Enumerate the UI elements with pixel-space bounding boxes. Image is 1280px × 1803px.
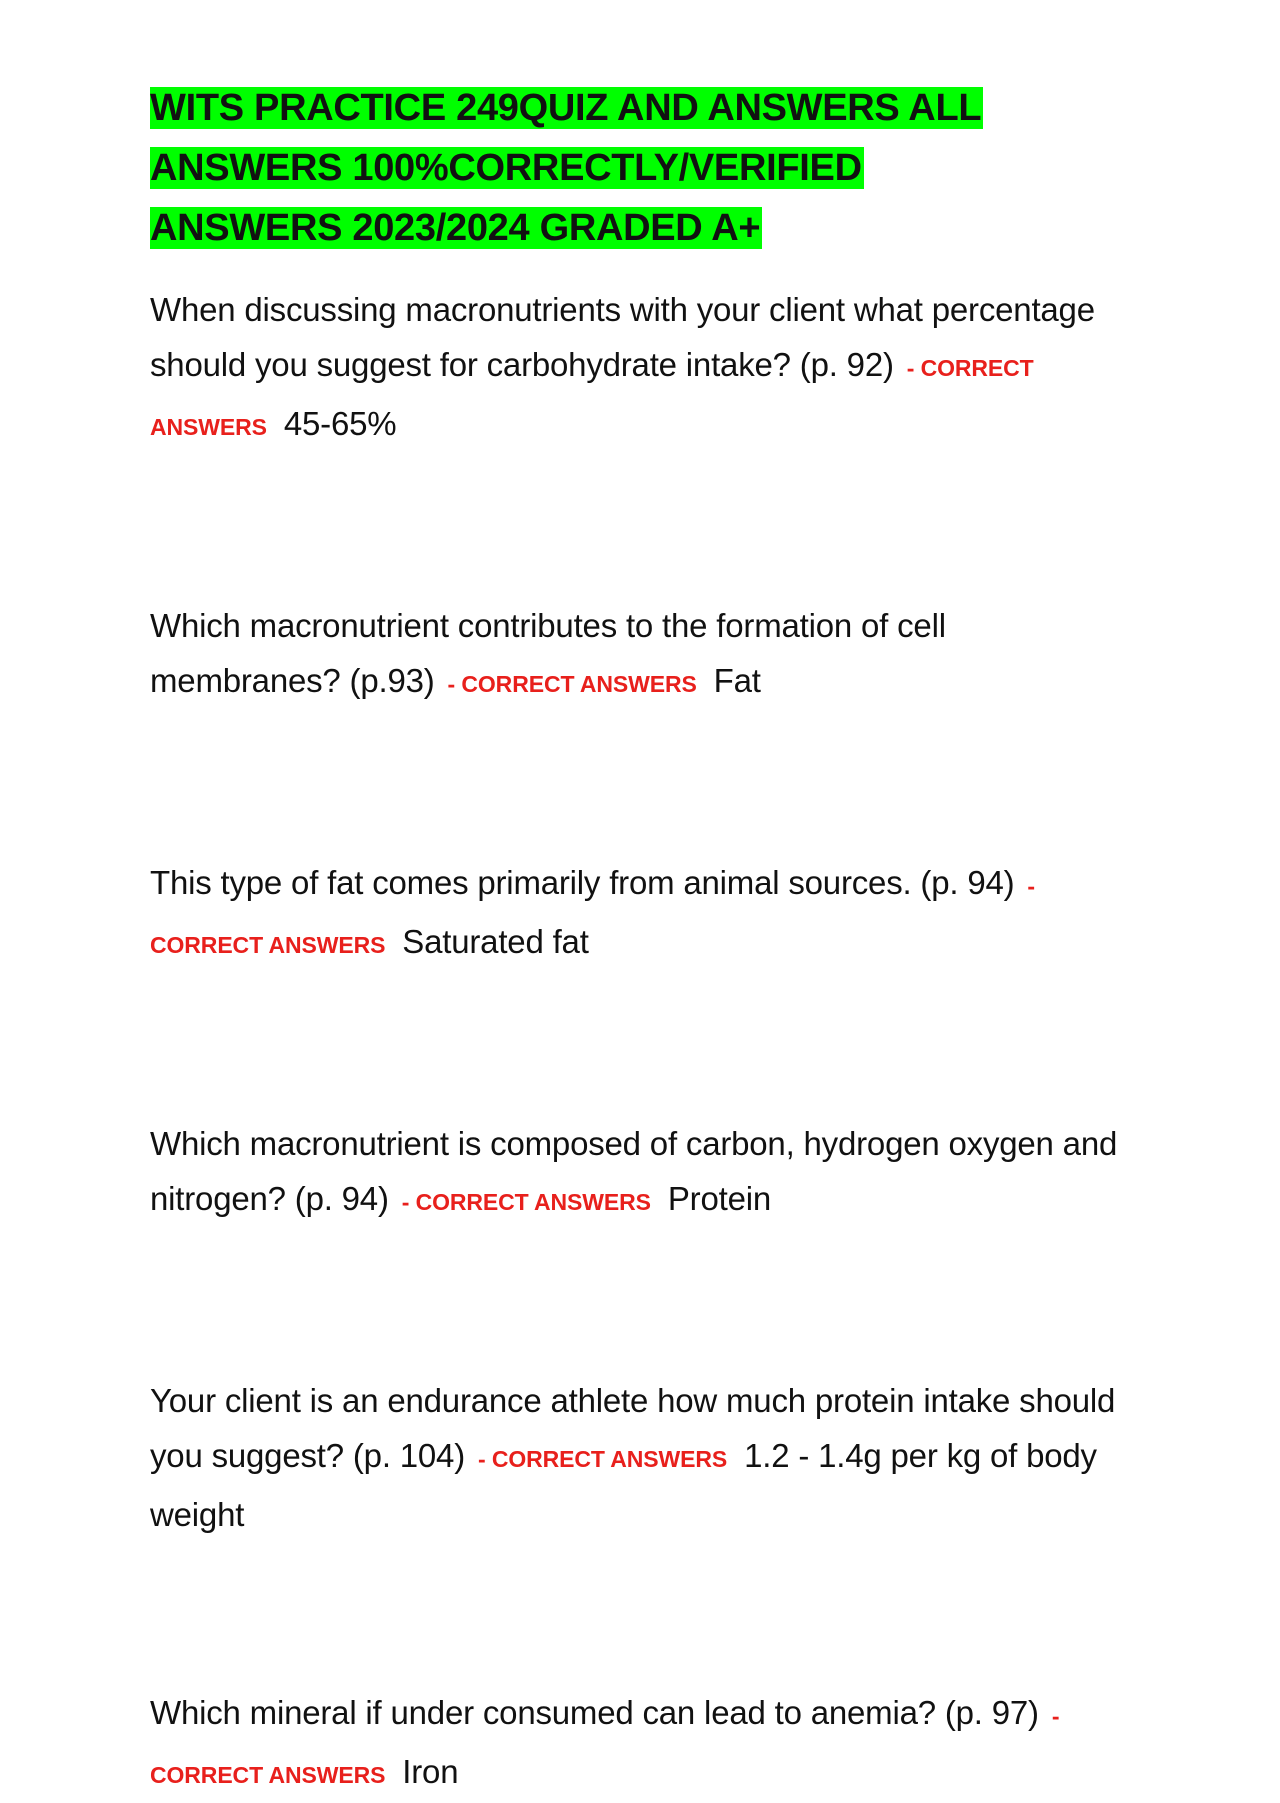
question-text: Your client is an endurance athlete how much protein intake should you suggest? (p. 104) [150, 1382, 1116, 1474]
qa-item [150, 855, 1140, 973]
question-text: Which mineral if under consumed can lead to anemia? (p. 97) [150, 1694, 1039, 1731]
correct-answers-label: - CORRECT ANSWERS [401, 1189, 651, 1215]
answer-text: 1.2 - 1.4g per kg of body weight [150, 1437, 1097, 1533]
correct-answers-label: - CORRECT ANSWERS [150, 1703, 1060, 1788]
qa-item [150, 282, 1140, 455]
correct-answers-label: - CORRECT ANSWERS [477, 1446, 728, 1472]
correct-answers-label: - CORRECT ANSWERS [150, 355, 1034, 440]
qa-item [150, 1373, 1140, 1542]
qa-item [150, 1685, 1140, 1803]
answer-text: Saturated fat [402, 923, 589, 960]
document-page [150, 78, 1140, 1803]
question-text: When discussing macronutrients with your client what percentage should you suggest for carbohydrate intake? (p. 92) [150, 291, 1095, 383]
title-line: ANSWERS 100%CORRECTLY/VERIFIED [150, 147, 862, 189]
answer-text: 45-65% [283, 405, 397, 442]
correct-answers-label: - CORRECT ANSWERS [150, 873, 1035, 958]
qa-item [150, 598, 1140, 712]
title-line: ANSWERS 2023/2024 GRADED A+ [150, 207, 761, 249]
question-text: Which macronutrient is composed of carbon, hydrogen oxygen and nitrogen? (p. 94) [150, 1125, 1118, 1217]
answer-text: Protein [667, 1180, 772, 1217]
correct-answers-label: - CORRECT ANSWERS [447, 671, 697, 697]
answer-text: Fat [713, 662, 761, 699]
answer-text: Iron [402, 1753, 459, 1790]
qa-item [150, 1116, 1140, 1230]
document-title [150, 78, 1140, 258]
question-text: Which macronutrient contributes to the formation of cell membranes? (p.93) [150, 607, 946, 699]
title-line: WITS PRACTICE 249QUIZ AND ANSWERS ALL [150, 87, 982, 129]
question-text: This type of fat comes primarily from animal sources. (p. 94) [150, 864, 1015, 901]
